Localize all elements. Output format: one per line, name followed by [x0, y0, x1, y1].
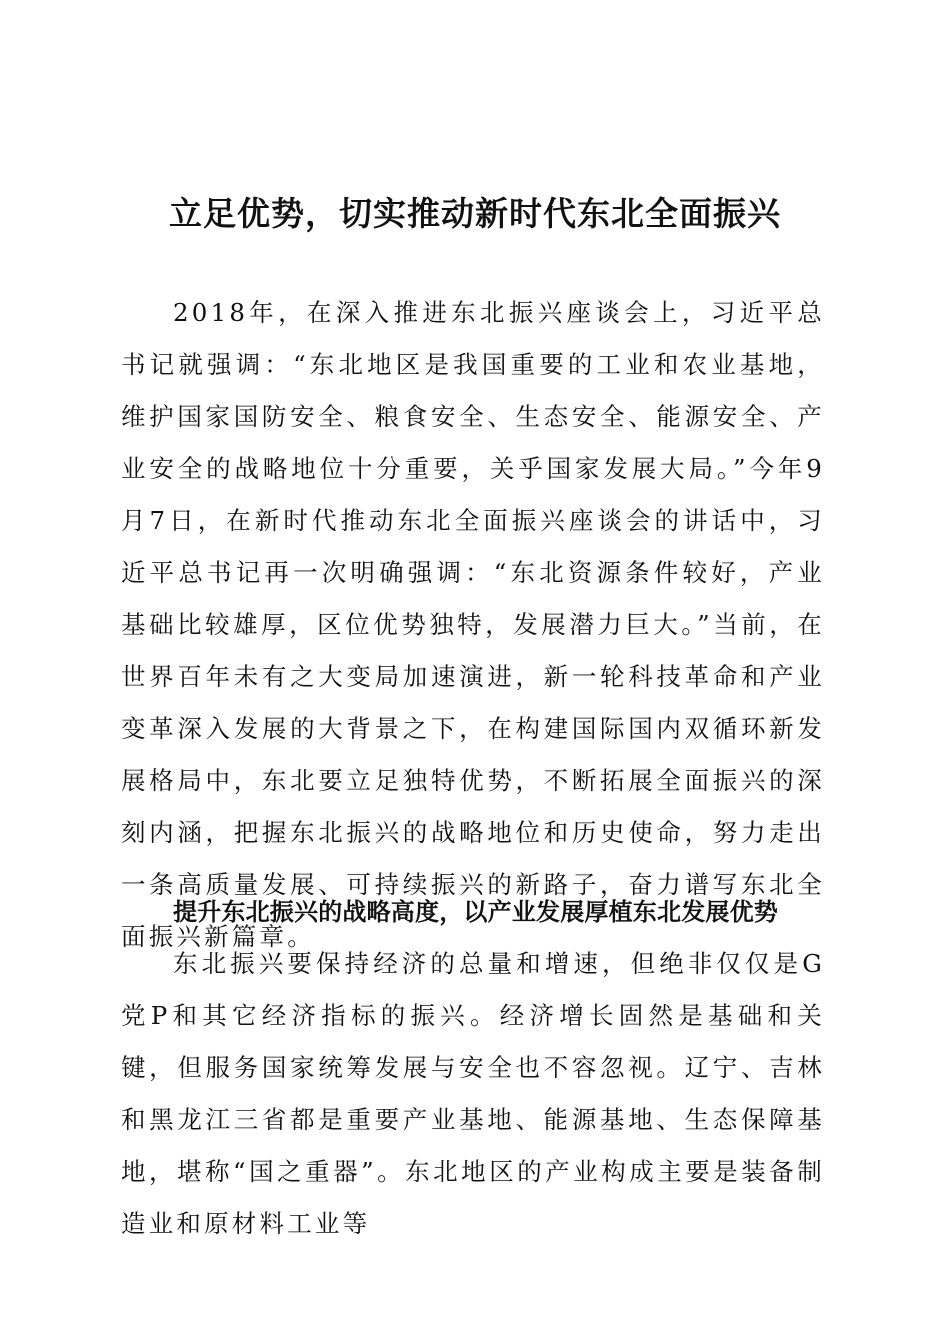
- section-subheading: 提升东北振兴的战略高度，以产业发展厚植东北发展优势: [173, 898, 778, 926]
- body-paragraph: 东北振兴要保持经济的总量和增速，但绝非仅仅是G党P和其它经济指标的振兴。经济增长固然是基础和关键，但服务国家统筹发展与安全也不容忽视。辽宁、吉林和黑龙江三省都是重要产业基地、能源基地、生态保障基地，堪称“国之重器”。东北地区的产业构成主要是装备制造业和原材料工业等: [121, 949, 825, 1238]
- body-paragraph: 2018年，在深入推进东北振兴座谈会上，习近平总书记就强调：“东北地区是我国重要的工业和农业基地，维护国家国防安全、粮食安全、生态安全、能源安全、产业安全的战略地位十分重要，关乎国家发展大局。”今年9月7日，在新时代推动东北全面振兴座谈会的讲话中，习近平总书记再一次明确强调：“东北资源条件较好，产业基础比较雄厚，区位优势独特，发展潜力巨大。”当前，在世界百年未有之大变局加速演进，新一轮科技革命和产业变革深入发展的大背景之下，在构建国际国内双循环新发展格局中，东北要立足独特优势，不断拓展全面振兴的深刻内涵，把握东北振兴的战略地位和历史使命，努力走出一条高质量发展、可持续振兴的新路子，奋力谱写东北全面振兴新篇章。: [121, 298, 825, 951]
- document-title: 立足优势，切实推动新时代东北全面振兴: [169, 194, 781, 233]
